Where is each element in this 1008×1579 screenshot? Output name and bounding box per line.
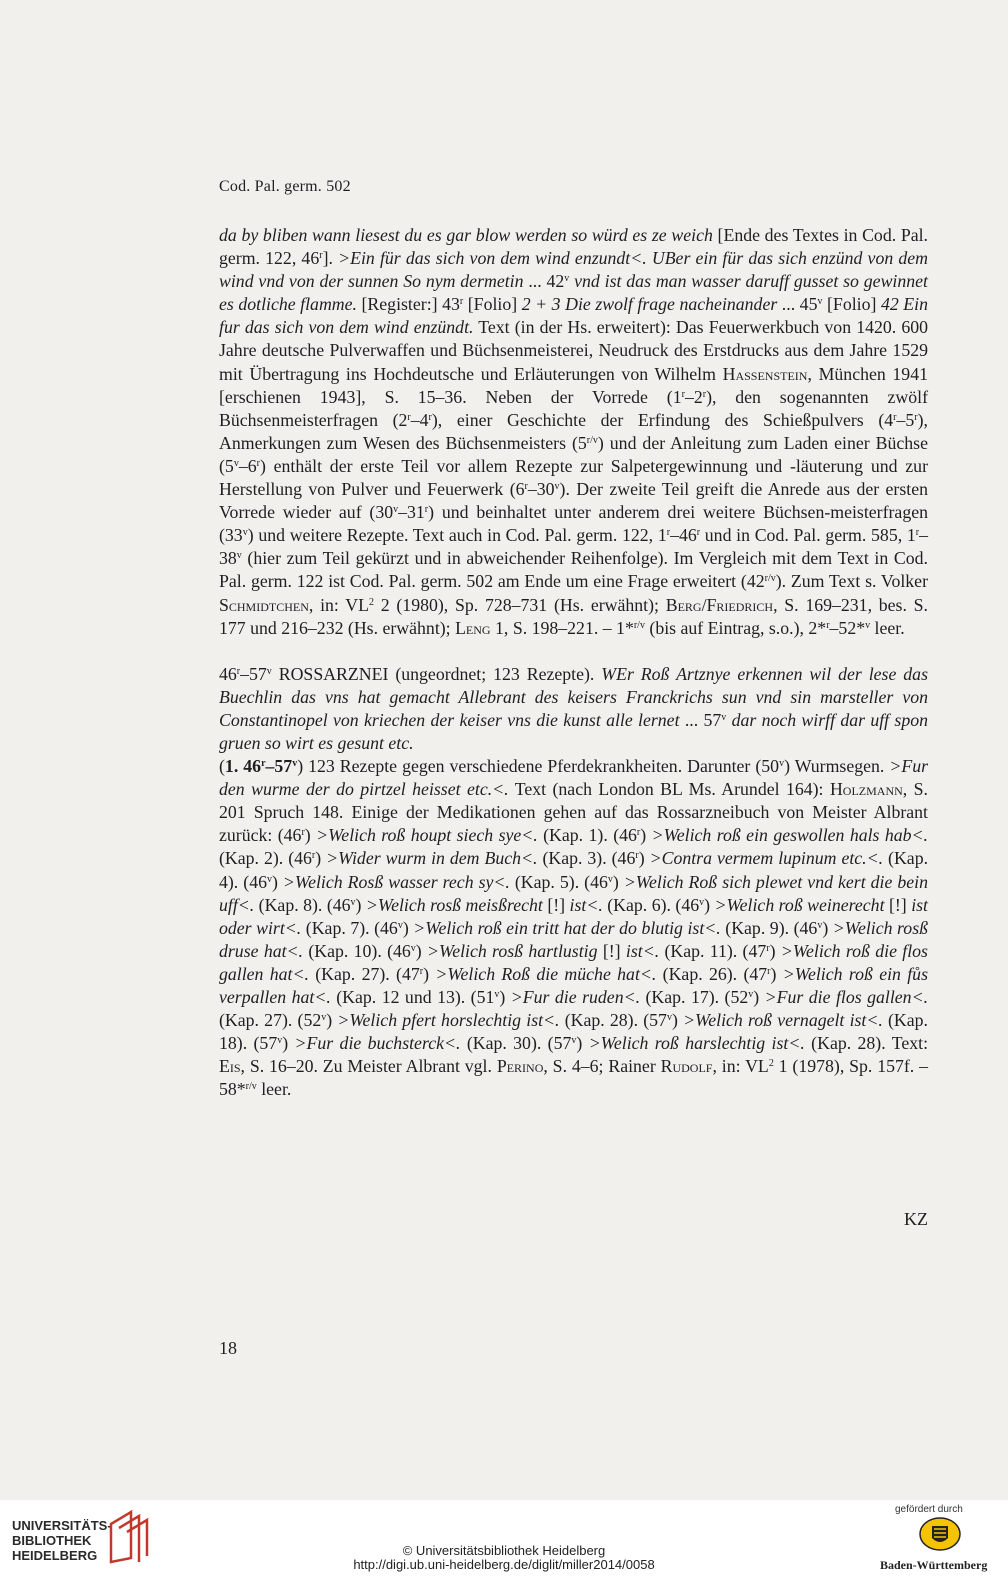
running-head: Cod. Pal. germ. 502	[219, 178, 351, 195]
funder-name: Baden-Württemberg	[880, 1558, 988, 1572]
copyright-text: © Universitätsbibliothek Heidelberg	[402, 1543, 606, 1558]
page-number: 18	[219, 1338, 237, 1358]
catalog-entry-text	[219, 224, 928, 1101]
funded-by-label: gefördert durch	[895, 1504, 963, 1515]
copyright-block	[0, 1544, 1008, 1572]
state-coat-of-arms-icon	[918, 1516, 962, 1552]
paragraph-feuerwerkbuch: da by bliben wann liesest du es gar blow werden so würd es ze weich [Ende des Textes in Cod. Pal. germ. 122, $46^r$]. >Ein für das sich von dem wind enzundt<. UBer ein für das sich enzünd von dem wind vnd von der sunnen So nym dermetin ... 42$^v$ vnd ist das man wasser daruff gusset so gewinnet es dotliche flamme. [Register:] 43$^r$ [Folio] 2 + 3 Die zwolf frage nacheinander ... 45$^v$ [Folio] 42 Ein fur das sich von dem wind enzündt. Text (in der Hs. erweitert): Das Feuerwerkbuch von 1420. 600 Jahre deutsche Pulverwaffen und Büchsenmeisterei, Neudruck des Erstdrucks aus dem Jahre 1529 mit Übertragung ins Hochdeutsche und Erläuterungen von Wilhelm Hassenstein, München 1941 [erschienen 1943], S. 15–36. Neben der Vorrede (1$^r$–2$^r$), den sogenannten zwölf Büchsenmeisterfragen (2$^r$–4$^r$), einer Geschichte der Erfindung des Schießpulvers (4$^r$–5$^r$), Anmerkungen zum Wesen des Büchsenmeisters $(5^{r/v})$ und der Anleitung zum Laden einer Büchse (5$^v$–6$^r$) enthält der erste Teil vor allem Rezepte zur Salpetergewinnung und -läuterung und zur Herstellung von Pulver und Feuerwerk (6$^r$–30$^v$). Der zweite Teil greift die Anrede aus der ersten Vorrede wieder auf (30$^v$–31$^r$) und beinhaltet unter anderem drei weitere Büchsen-meisterfragen (33$^v$) und weitere Rezepte. Text auch in Cod. Pal. germ. 122, 1$^r$–46$^r$ und in Cod. Pal. germ. 585, 1$^r$–38$^v$ (hier zum Teil gekürzt und in abweichender Reihenfolge). Im Vergleich mit dem Text in Cod. Pal. germ. 122 ist Cod. Pal. germ. 502 am Ende um eine Frage erweitert $(42^{r/v})$. Zum Text s. Volker Schmidtchen, in: $VL^2$ 2 (1980), Sp. 728–731 (Hs. erwähnt); Berg/Friedrich, S. 169–231, bes. S. 177 und 216–232 (Hs. erwähnt); Leng 1, S. 198–221. – 1*$^{r/v}$ (bis auf Eintrag, s.o.), 2*$^r$–52*$^v$ leer.	[219, 225, 929, 638]
viewer-footer	[0, 1500, 1008, 1579]
paragraph-rossarznei: 46$^r$–57$^v$ ROSSARZNEI (ungeordnet; 123 Rezepte). WEr Roß Artznye erkennen wil der lese das Buechlin das vns hat gemacht Allebrant des keisers Franckrichs sun vnd sin marsteller von Constantinopel von kriechen der keiser vns die kunst alle lernet ... 57$^v$ dar noch wirff dar uff spon gruen so wirt es gesunt etc.	[219, 663, 928, 753]
paragraph-rezepte: (1. 46$^r$–57$^v$) 123 Rezepte gegen verschiedene Pferdekrankheiten. Darunter (50$^v$) Wurmsegen. >Fur den wurme der do pirtzel heisset etc.<. Text (nach London BL Ms. Arundel 164): Holzmann, S. 201 Spruch 148. Einige der Medikationen gehen auf das Rossarzneibuch von Meister Albrant zurück: $(46^r)$ >Welich roß houpt siech sye<. (Kap. 1). $(46^r)$ >Welich roß ein geswollen hals hab<. (Kap. 2). $(46^r)$ >Wider wurm in dem Buch<. (Kap. 3). $(46^r)$ >Contra vermem lupinum etc.<. (Kap. 4). $(46^v)$ >Welich Rosß wasser rech sy<. (Kap. 5). $(46^v)$ >Welich Roß sich plewet vnd kert die bein uff<. (Kap. 8). $(46^v)$ >Welich rosß meisßrecht [!] ist<. (Kap. 6). $(46^v)$ >Welich roß weinerecht [!] ist oder wirt<. (Kap. 7). $(46^v)$ >Welich roß ein tritt hat der do blutig ist<. (Kap. 9). $(46^v)$ >Welich rosß druse hat<. (Kap. 10). $(46^v)$ >Welich rosß hartlustig [!] ist<. (Kap. 11). $(47^r)$ >Welich roß die flos gallen hat<. (Kap. 27). $(47^r)$ >Welich Roß die müche hat<. (Kap. 26). $(47^r)$ >Welich roß ein fůs verpallen hat<. (Kap. 12 und 13). $(51^v) >Fur$ die ruden<. (Kap. 17). $(52^v) >Fur$ die flos gallen<. (Kap. 27). $(52^v)$ >Welich pfert horslechtig ist<. (Kap. 28). $(57^v)$ >Welich roß vernagelt ist<. (Kap. 18). $(57^v) >Fur$ die buchsterck<. (Kap. 30). $(57^v)$ >Welich roß harslechtig ist<. (Kap. 28). Text: Eis, S. 16–20. Zu Meister Albrant vgl. Perino, S. 4–6; Rainer Rudolf, in: $VL^2$ 1 (1978), Sp. 157f. – 58*$^{r/v}$ leer.	[219, 756, 929, 1100]
library-name-line1: UNIVERSITÄTS-	[12, 1518, 112, 1533]
library-name-line3: HEIDELBERG	[12, 1548, 98, 1563]
library-name-line2: BIBLIOTHEK	[12, 1533, 92, 1548]
author-initials: KZ	[904, 1209, 928, 1229]
permalink-url[interactable]: http://digi.ub.uni-heidelberg.de/diglit/miller2014/0058	[353, 1557, 655, 1572]
